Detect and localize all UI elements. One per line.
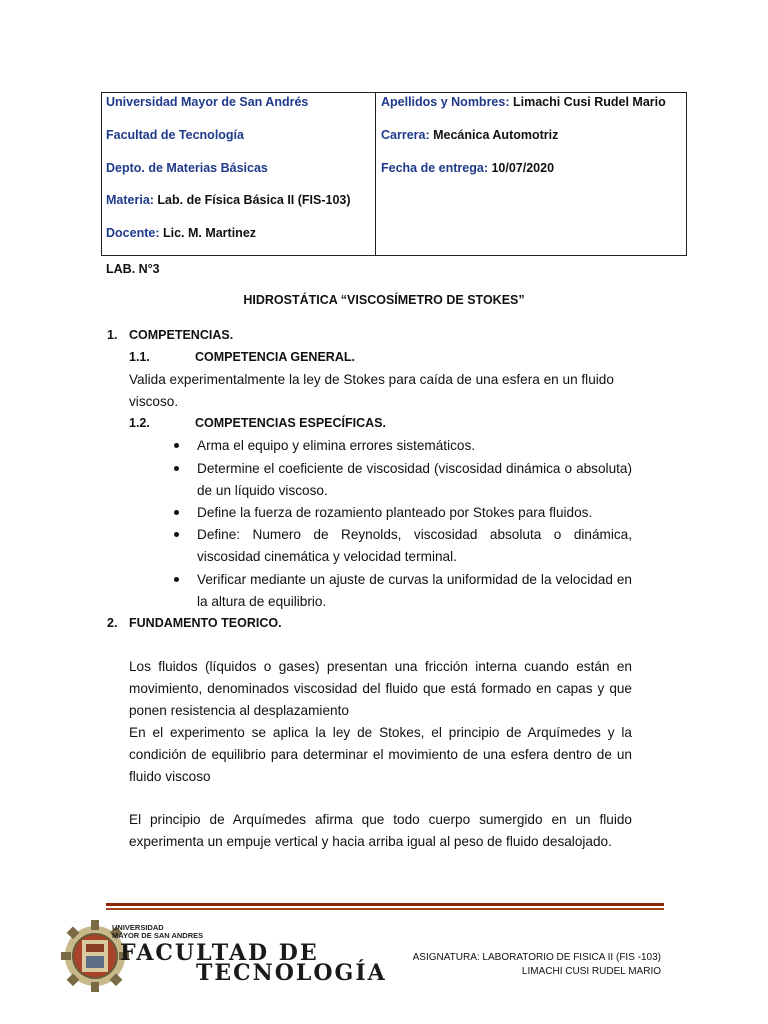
bullet-item: Define: Numero de Reynolds, viscosidad absoluta o dinámica, viscosidad cinemática y velocidad terminal. <box>197 527 632 564</box>
logo-faculty-text: FACULTAD DE <box>120 940 319 966</box>
due-date-line: Fecha de entrega: 10/07/2020 <box>381 160 555 175</box>
student-name-line: Apellidos y Nombres: Limachi Cusi Rudel Mario <box>381 95 666 109</box>
career-line: Carrera: Mecánica Automotriz <box>381 127 559 142</box>
subsection-1-1-number: 1.1. <box>129 350 150 364</box>
footer-author: LIMACHI CUSI RUDEL MARIO <box>521 966 661 977</box>
header-left-column <box>102 93 376 255</box>
subsection-1-1-heading: COMPETENCIA GENERAL. <box>195 350 355 364</box>
theory-paragraph: El principio de Arquímedes afirma que todo cuerpo sumergido en un fluido experimenta un empuje vertical y hacia arriba igual al peso de fluido desalojado. <box>129 812 632 849</box>
section2-number: 2. <box>107 616 118 630</box>
subsection-1-2-number: 1.2. <box>129 416 150 430</box>
subsection-1-2-heading: COMPETENCIAS ESPECÍFICAS. <box>195 416 386 430</box>
section1-number: 1. <box>107 328 118 342</box>
bullet-item: Arma el equipo y elimina errores sistemáticos. <box>197 438 476 453</box>
section2-heading: FUNDAMENTO TEORICO. <box>129 616 282 630</box>
lab-number: LAB. N°3 <box>106 262 160 276</box>
header-right-column <box>376 93 686 255</box>
subject-line: Materia: Lab. de Física Básica II (FIS-103) <box>106 193 351 208</box>
footer-rule <box>106 903 664 906</box>
university-line: Universidad Mayor de San Andrés <box>106 95 309 109</box>
header-info-table <box>101 92 687 256</box>
bullet-marker <box>174 510 179 515</box>
bullet-item: Define la fuerza de rozamiento planteado por Stokes para fluidos. <box>197 505 593 520</box>
department-line: Depto. de Materias Básicas <box>106 160 268 175</box>
bullet-marker <box>174 532 179 537</box>
bullet-marker <box>174 443 179 448</box>
general-competence-line1: Valida experimentalmente la ley de Stokes para caída de una esfera en un fluido <box>129 372 614 387</box>
theory-paragraph: Los fluidos (líquidos o gases) presentan una fricción interna cuando están en movimiento, denominados viscosidad del fluido que está formado en capas y que ponen resistencia al desplazamiento <box>129 659 632 718</box>
logo-university-text: UNIVERSIDAD MAYOR DE SAN ANDRES <box>112 923 204 940</box>
document-title: HIDROSTÁTICA “VISCOSÍMETRO DE STOKES” <box>243 293 525 307</box>
faculty-line: Facultad de Tecnología <box>106 127 244 142</box>
bullet-item: Verificar mediante un ajuste de curvas la uniformidad de la velocidad en la altura de equilibrio. <box>197 572 632 609</box>
bullet-marker <box>174 577 179 582</box>
footer-rule <box>106 908 664 910</box>
section1-heading: COMPETENCIAS. <box>129 328 234 342</box>
footer-course: ASIGNATURA: LABORATORIO DE FISICA II (FIS -103) <box>412 952 661 963</box>
teacher-line: Docente: Lic. M. Martinez <box>106 226 257 241</box>
bullet-marker <box>174 466 179 471</box>
bullet-item: Determine el coeficiente de viscosidad (viscosidad dinámica o absoluta) de un líquido viscoso. <box>197 461 632 498</box>
general-competence-line2: viscoso. <box>129 394 179 409</box>
logo-technology-text: TECNOLOGÍA <box>196 960 387 986</box>
theory-paragraph: En el experimento se aplica la ley de Stokes, el principio de Arquímedes y la condición de equilibrio para determinar el movimiento de una esfera dentro de un fluido viscoso <box>129 725 632 784</box>
